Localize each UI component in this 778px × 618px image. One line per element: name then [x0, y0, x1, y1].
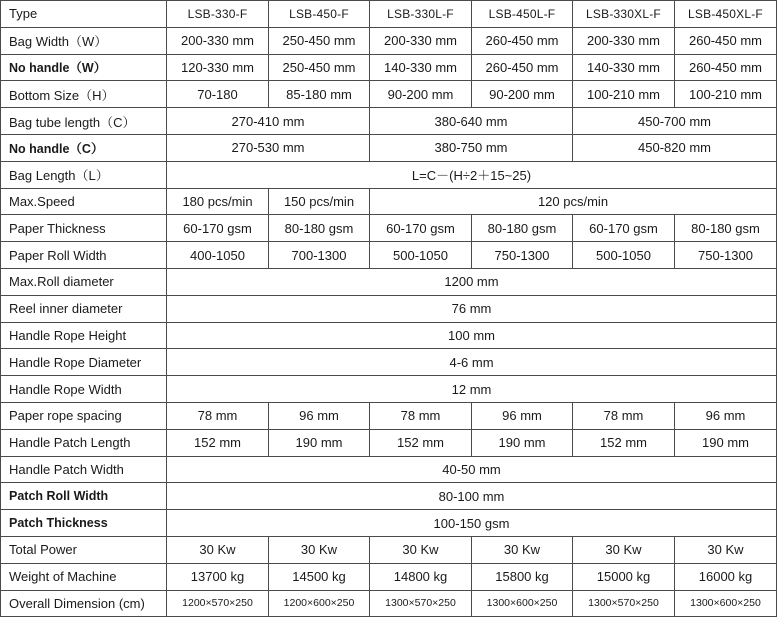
cell: 1300×570×250	[370, 590, 472, 617]
row-label: Handle Patch Length	[1, 429, 167, 456]
row-no-handle-w	[1, 54, 777, 81]
cell: 150 pcs/min	[269, 188, 370, 215]
cell: 1200×570×250	[167, 590, 269, 617]
cell: 1300×600×250	[675, 590, 777, 617]
cell: 30 Kw	[370, 536, 472, 563]
cell: 1200×600×250	[269, 590, 370, 617]
row-handle-rope-width	[1, 376, 777, 403]
cell: 16000 kg	[675, 563, 777, 590]
cell: 60-170 gsm	[573, 215, 675, 242]
cell: 80-180 gsm	[472, 215, 573, 242]
cell: 152 mm	[167, 429, 269, 456]
row-handle-rope-diameter	[1, 349, 777, 376]
cell: 260-450 mm	[675, 27, 777, 54]
cell: 15000 kg	[573, 563, 675, 590]
cell: 500-1050	[370, 242, 472, 269]
cell: 200-330 mm	[370, 27, 472, 54]
cell: 13700 kg	[167, 563, 269, 590]
cell: 4-6 mm	[167, 349, 777, 376]
row-handle-patch-width	[1, 456, 777, 483]
row-no-handle-c	[1, 134, 777, 161]
cell: 500-1050	[573, 242, 675, 269]
row-bottom-size	[1, 81, 777, 108]
row-bag-tube-length	[1, 108, 777, 135]
model-lsb-330xl-f: LSB-330XL-F	[573, 1, 675, 28]
cell: 80-100 mm	[167, 483, 777, 510]
row-label: Paper Thickness	[1, 215, 167, 242]
row-label: Max.Roll diameter	[1, 268, 167, 295]
cell: 1300×600×250	[472, 590, 573, 617]
row-label: Bag Width（W）	[1, 27, 167, 54]
cell: 140-330 mm	[573, 54, 675, 81]
row-label: Paper Roll Width	[1, 242, 167, 269]
row-total-power	[1, 536, 777, 563]
row-label: Patch Thickness	[1, 510, 167, 537]
cell: 40-50 mm	[167, 456, 777, 483]
cell: 90-200 mm	[370, 81, 472, 108]
cell: 30 Kw	[167, 536, 269, 563]
model-lsb-450l-f: LSB-450L-F	[472, 1, 573, 28]
row-label: Bottom Size（H）	[1, 81, 167, 108]
cell: 120-330 mm	[167, 54, 269, 81]
cell: 190 mm	[675, 429, 777, 456]
row-label: No handle（W）	[1, 54, 167, 81]
cell: 200-330 mm	[573, 27, 675, 54]
cell: 15800 kg	[472, 563, 573, 590]
cell: 100-150 gsm	[167, 510, 777, 537]
row-bag-width	[1, 27, 777, 54]
cell: 100 mm	[167, 322, 777, 349]
row-patch-thickness	[1, 510, 777, 537]
cell: 30 Kw	[573, 536, 675, 563]
row-bag-length	[1, 161, 777, 188]
cell: 380-750 mm	[370, 134, 573, 161]
cell: 260-450 mm	[472, 54, 573, 81]
row-handle-patch-length	[1, 429, 777, 456]
row-handle-rope-height	[1, 322, 777, 349]
cell: 700-1300	[269, 242, 370, 269]
type-label: Type	[1, 1, 167, 28]
row-label: Bag Length（L）	[1, 161, 167, 188]
cell: 190 mm	[269, 429, 370, 456]
row-label: Max.Speed	[1, 188, 167, 215]
cell: 60-170 gsm	[370, 215, 472, 242]
row-paper-thickness	[1, 215, 777, 242]
cell: 30 Kw	[675, 536, 777, 563]
cell: 12 mm	[167, 376, 777, 403]
row-label: Handle Rope Diameter	[1, 349, 167, 376]
model-lsb-450-f: LSB-450-F	[269, 1, 370, 28]
row-paper-roll-width	[1, 242, 777, 269]
row-label: Handle Rope Height	[1, 322, 167, 349]
cell: 78 mm	[370, 402, 472, 429]
row-patch-roll-width	[1, 483, 777, 510]
row-label: Patch Roll Width	[1, 483, 167, 510]
cell: 120 pcs/min	[370, 188, 777, 215]
cell: 76 mm	[167, 295, 777, 322]
cell: 750-1300	[675, 242, 777, 269]
cell: 152 mm	[573, 429, 675, 456]
cell: 450-700 mm	[573, 108, 777, 135]
cell: 30 Kw	[269, 536, 370, 563]
cell: 200-330 mm	[167, 27, 269, 54]
model-lsb-450xl-f: LSB-450XL-F	[675, 1, 777, 28]
cell: 140-330 mm	[370, 54, 472, 81]
cell: 90-200 mm	[472, 81, 573, 108]
cell: 96 mm	[675, 402, 777, 429]
cell: 78 mm	[167, 402, 269, 429]
row-label: Total Power	[1, 536, 167, 563]
row-max-roll-diameter	[1, 268, 777, 295]
model-lsb-330-f: LSB-330-F	[167, 1, 269, 28]
row-reel-inner-diameter	[1, 295, 777, 322]
cell: 14800 kg	[370, 563, 472, 590]
cell: 400-1050	[167, 242, 269, 269]
cell: 250-450 mm	[269, 54, 370, 81]
cell: 14500 kg	[269, 563, 370, 590]
cell: 250-450 mm	[269, 27, 370, 54]
cell: 260-450 mm	[472, 27, 573, 54]
row-label: Handle Patch Width	[1, 456, 167, 483]
cell: 450-820 mm	[573, 134, 777, 161]
cell: 270-530 mm	[167, 134, 370, 161]
row-label: Weight of Machine	[1, 563, 167, 590]
cell: 1200 mm	[167, 268, 777, 295]
row-label: Overall Dimension (cm)	[1, 590, 167, 617]
cell: 85-180 mm	[269, 81, 370, 108]
row-label: Reel inner diameter	[1, 295, 167, 322]
cell: 750-1300	[472, 242, 573, 269]
cell: L=C－(H÷2＋15~25)	[167, 161, 777, 188]
row-label: Handle Rope Width	[1, 376, 167, 403]
cell: 60-170 gsm	[167, 215, 269, 242]
cell: 260-450 mm	[675, 54, 777, 81]
cell: 152 mm	[370, 429, 472, 456]
row-overall-dimension	[1, 590, 777, 617]
cell: 190 mm	[472, 429, 573, 456]
cell: 1300×570×250	[573, 590, 675, 617]
row-paper-rope-spacing	[1, 402, 777, 429]
cell: 100-210 mm	[675, 81, 777, 108]
cell: 80-180 gsm	[675, 215, 777, 242]
model-lsb-330l-f: LSB-330L-F	[370, 1, 472, 28]
cell: 30 Kw	[472, 536, 573, 563]
cell: 70-180	[167, 81, 269, 108]
cell: 78 mm	[573, 402, 675, 429]
row-label: No handle（C）	[1, 134, 167, 161]
cell: 180 pcs/min	[167, 188, 269, 215]
cell: 96 mm	[269, 402, 370, 429]
cell: 80-180 gsm	[269, 215, 370, 242]
row-label: Bag tube length（C）	[1, 108, 167, 135]
cell: 96 mm	[472, 402, 573, 429]
cell: 270-410 mm	[167, 108, 370, 135]
header-row	[1, 1, 777, 28]
row-label: Paper rope spacing	[1, 402, 167, 429]
cell: 100-210 mm	[573, 81, 675, 108]
cell: 380-640 mm	[370, 108, 573, 135]
row-max-speed	[1, 188, 777, 215]
row-weight	[1, 563, 777, 590]
